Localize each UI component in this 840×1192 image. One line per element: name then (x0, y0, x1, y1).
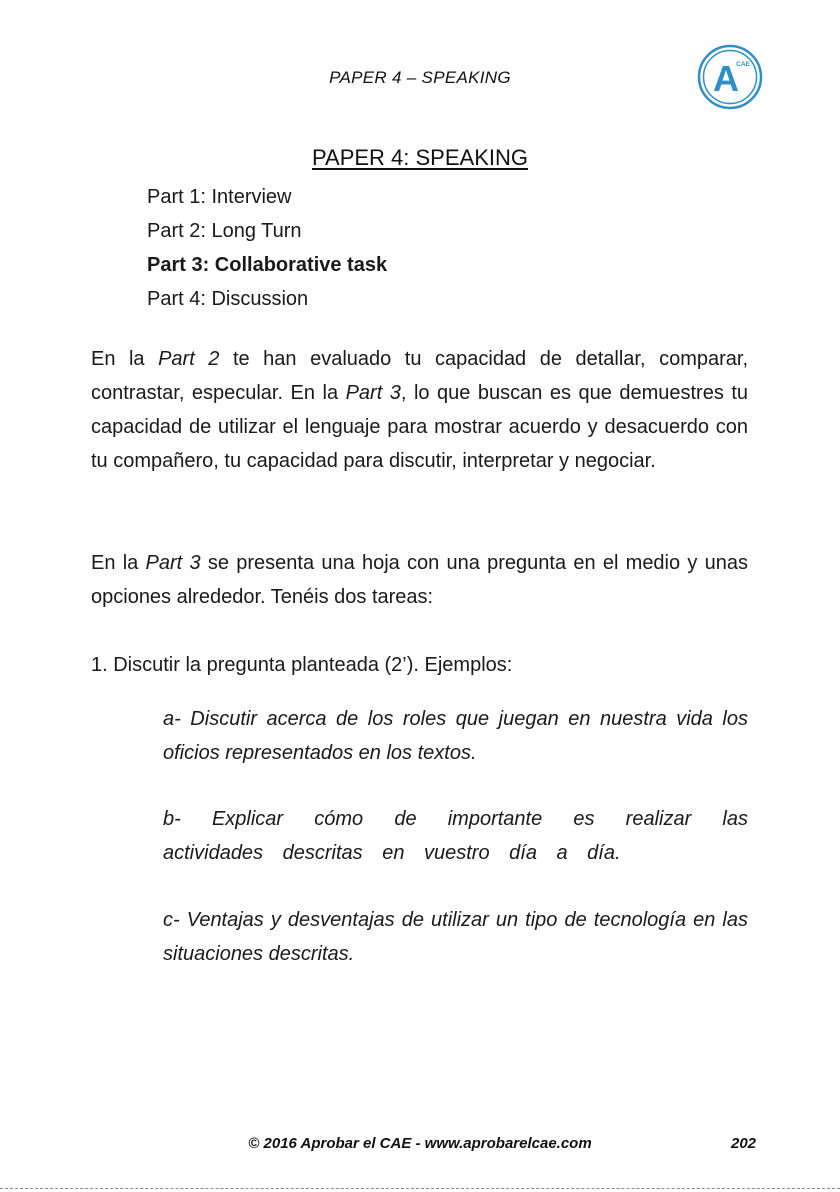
text-run: se presenta una hoja con una pregunta en el medio y unas opciones alrededor. Tenéis dos tareas: (91, 552, 749, 608)
cae-logo (697, 44, 763, 110)
copyright-text: © 2016 Aprobar el CAE - www.aprobarelcae.com (248, 1135, 592, 1152)
part-item-active: Part 3: Collaborative task (147, 254, 388, 276)
example-b: b- Explicar cómo de importante es realizar las actividades descritas en vuestro día a día. (163, 808, 748, 864)
text-run: te han evaluado tu capacidad de detallar, comparar, contrastar, especular. En la (91, 348, 748, 404)
text-run: En la (91, 552, 146, 574)
paragraph-intro (91, 342, 748, 478)
part-item: Part 4: Discussion (147, 288, 309, 310)
text-run: En la (91, 348, 159, 370)
example-a: a- Discutir acerca de los roles que juegan en nuestra vida los oficios representados en los textos. (163, 708, 748, 764)
page-number: 202 (731, 1135, 757, 1152)
text-run: , lo que buscan es que demuestres tu capacidad de utilizar el lenguaje para mostrar acuerdo y desacuerdo con tu compañero, tu capacidad para discutir, interpretar y negociar. (91, 382, 749, 472)
italic-run: Part 3 (345, 382, 401, 404)
example-c: c- Ventajas y desventajas de utilizar un tipo de tecnología en las situaciones descritas. (163, 909, 748, 965)
paragraph-part3 (91, 546, 748, 614)
running-header: PAPER 4 – SPEAKING (329, 68, 511, 87)
logo-letter: A (713, 58, 739, 99)
parts-list (147, 180, 387, 316)
logo-sub: CAE (736, 61, 750, 68)
italic-run: Part 2 (158, 348, 220, 370)
page-title: PAPER 4: SPEAKING (311, 145, 528, 170)
italic-run: Part 3 (145, 552, 201, 574)
task-one: 1. Discutir la pregunta planteada (2’). Ejemplos: (91, 654, 513, 676)
part-item: Part 1: Interview (147, 186, 292, 208)
bottom-divider (0, 1188, 840, 1189)
cae-logo-icon (697, 44, 763, 110)
part-item: Part 2: Long Turn (147, 220, 302, 242)
